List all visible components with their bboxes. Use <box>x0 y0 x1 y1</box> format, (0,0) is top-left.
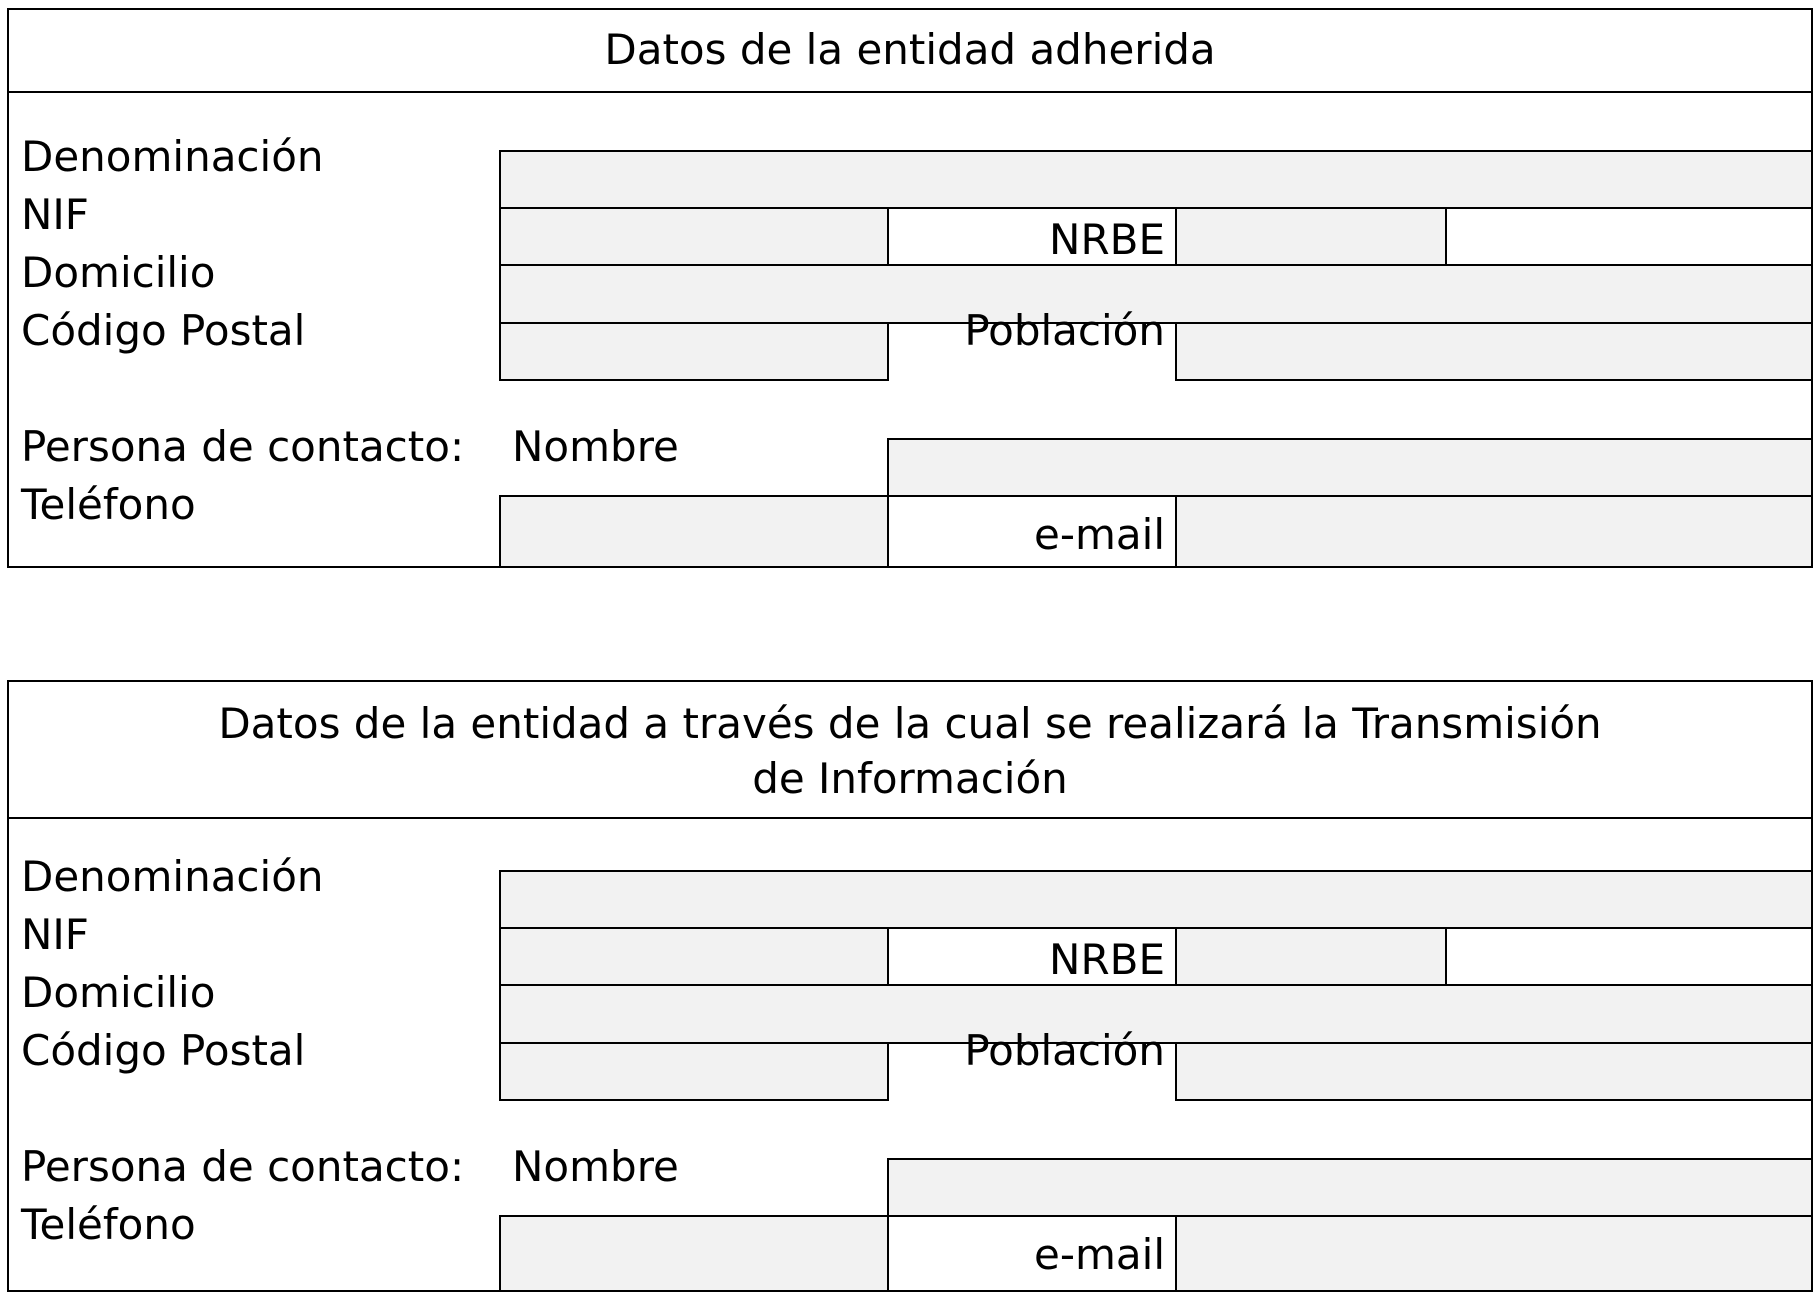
nrbe-extra-cell <box>1445 207 1813 266</box>
denominacion-field[interactable] <box>499 150 1813 209</box>
nif-label: NIF <box>21 190 89 239</box>
telefono-label: Teléfono <box>21 1200 196 1249</box>
nombre-field[interactable] <box>887 1158 1813 1217</box>
email-field[interactable] <box>1175 1215 1813 1290</box>
denominacion-label: Denominación <box>21 852 324 901</box>
nrbe-field[interactable] <box>1175 927 1447 986</box>
denominacion-field[interactable] <box>499 870 1813 929</box>
nombre-label: Nombre <box>512 422 679 471</box>
section-title <box>9 682 1811 819</box>
codigo-postal-label: Código Postal <box>21 1026 306 1075</box>
poblacion-label: Población <box>964 306 1165 355</box>
section-title-text: Datos de la entidad adherida <box>604 25 1216 74</box>
denominacion-label: Denominación <box>21 132 324 181</box>
nombre-field[interactable] <box>887 438 1813 497</box>
codigo-postal-field[interactable] <box>499 1042 889 1101</box>
codigo-postal-field[interactable] <box>499 322 889 381</box>
entidad-transmision-section <box>7 680 1813 1292</box>
section-title-line2: de Información <box>752 754 1068 803</box>
telefono-field[interactable] <box>499 1215 889 1290</box>
nif-field[interactable] <box>499 927 889 986</box>
telefono-field[interactable] <box>499 495 889 566</box>
persona-contacto-label: Persona de contacto: <box>21 1142 465 1191</box>
section-title-line1: Datos de la entidad a través de la cual se realizará la Transmisión <box>218 699 1602 748</box>
nrbe-label: NRBE <box>1049 215 1165 264</box>
nif-label: NIF <box>21 910 89 959</box>
persona-contacto-label: Persona de contacto: <box>21 422 465 471</box>
nombre-label: Nombre <box>512 1142 679 1191</box>
domicilio-label: Domicilio <box>21 968 216 1017</box>
email-label: e-mail <box>1034 1230 1165 1279</box>
email-label: e-mail <box>1034 510 1165 559</box>
telefono-label: Teléfono <box>21 480 196 529</box>
codigo-postal-label: Código Postal <box>21 306 306 355</box>
email-field[interactable] <box>1175 495 1813 566</box>
nrbe-field[interactable] <box>1175 207 1447 266</box>
poblacion-field[interactable] <box>1175 1042 1813 1101</box>
poblacion-field[interactable] <box>1175 322 1813 381</box>
section-title <box>9 10 1811 93</box>
nrbe-extra-cell <box>1445 927 1813 986</box>
nrbe-label: NRBE <box>1049 935 1165 984</box>
poblacion-label: Población <box>964 1026 1165 1075</box>
entidad-adherida-section <box>7 8 1813 568</box>
domicilio-label: Domicilio <box>21 248 216 297</box>
nif-field[interactable] <box>499 207 889 266</box>
